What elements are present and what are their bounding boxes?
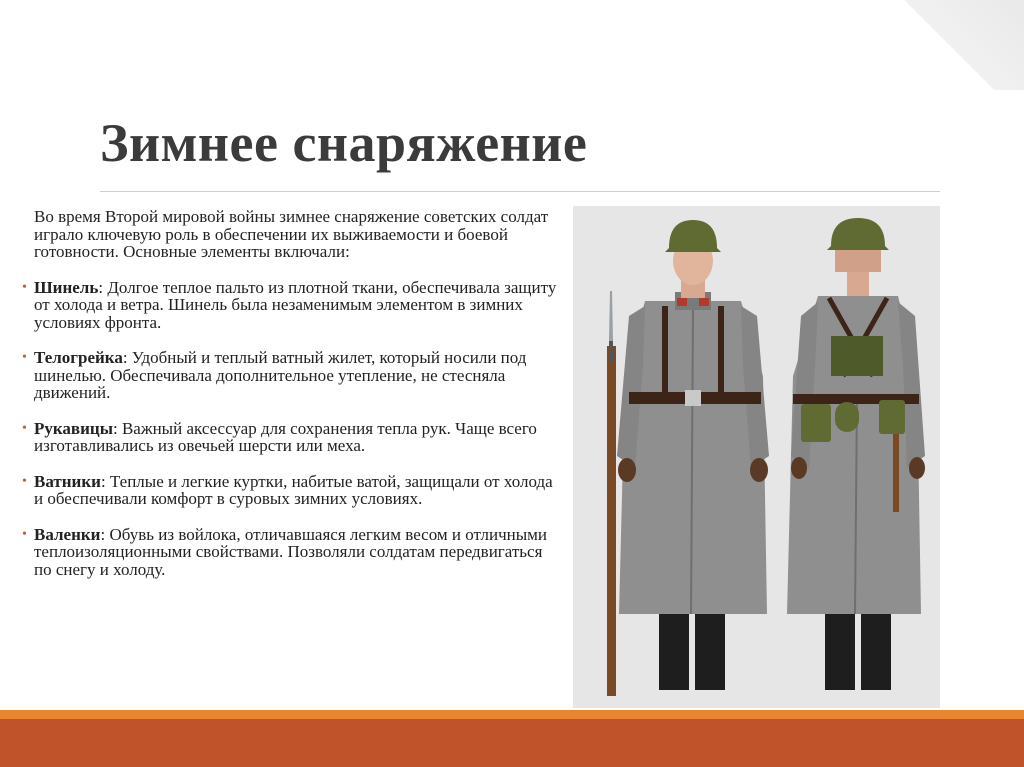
corner-decoration: [874, 0, 1024, 90]
bayonet: [609, 291, 613, 341]
item-text: : Долгое теплое пальто из плотной ткани, обеспечивала защиту от холода и ветра. Шинель была незаменимым элементом в зимних условиях фронта.: [34, 277, 557, 332]
item-text: : Обувь из войлока, отличавшаяся легким весом и отличными теплоизоляционными свойствами. Позволяли солдатам передвигаться по снегу и холоду.: [34, 524, 548, 579]
glove: [618, 458, 636, 482]
backpack: [831, 336, 883, 376]
shovel-handle: [893, 434, 899, 512]
boot: [825, 614, 855, 690]
list-item: [22, 420, 562, 455]
footer-bar: [0, 719, 1024, 767]
back-soldier: [787, 218, 925, 690]
boot: [695, 614, 725, 690]
item-term: Ватники: [34, 471, 101, 491]
item-text: : Важный аксессуар для сохранения тепла рук. Чаще всего изготавливались из овечьей шерсти или меха.: [34, 418, 537, 455]
item-term: Телогрейка: [34, 348, 123, 367]
pouch: [879, 400, 905, 434]
item-text: : Теплые и легкие куртки, набитые ватой, защищали от холода и обеспечивали комфорт в суровых зимних условиях.: [34, 471, 553, 508]
item-term: Валенки: [34, 524, 101, 544]
list-item: [22, 349, 562, 402]
bullet-icon: •: [22, 350, 27, 365]
bullet-icon: •: [22, 279, 27, 295]
slide-body: [22, 208, 562, 578]
glove: [909, 457, 925, 479]
helmet: [665, 220, 721, 252]
boot: [861, 614, 891, 690]
soldier-uniform-illustration: [573, 206, 940, 708]
list-item: [22, 473, 562, 508]
equipment-list: [22, 279, 562, 579]
bullet-icon: •: [22, 526, 27, 542]
front-soldier: [607, 220, 769, 696]
item-text: : Удобный и теплый ватный жилет, который носили под шинелью. Обеспечивала дополнительное утепление, не стесняла движений.: [34, 348, 527, 402]
footer-accent-line: [0, 710, 1024, 719]
list-item: [22, 526, 562, 579]
rifle-stock: [607, 346, 616, 696]
pouch: [801, 404, 831, 442]
intro-paragraph: Во время Второй мировой войны зимнее снаряжение советских солдат играло ключевую роль в обеспечении их выживаемости и боевой готовности. Основные элементы включали:: [34, 207, 549, 261]
item-term: Рукавицы: [34, 418, 113, 438]
glove: [791, 457, 807, 479]
canteen: [835, 402, 859, 432]
glove: [750, 458, 768, 482]
title-divider: [100, 191, 940, 192]
slide-title: Зимнее снаряжение: [100, 113, 588, 173]
uniform-figures: [573, 206, 940, 708]
bullet-icon: •: [22, 473, 27, 489]
belt-buckle: [685, 390, 701, 406]
bullet-icon: •: [22, 420, 27, 436]
helmet: [827, 218, 889, 250]
boot: [659, 614, 689, 690]
list-item: [22, 279, 562, 332]
item-term: Шинель: [34, 277, 99, 297]
